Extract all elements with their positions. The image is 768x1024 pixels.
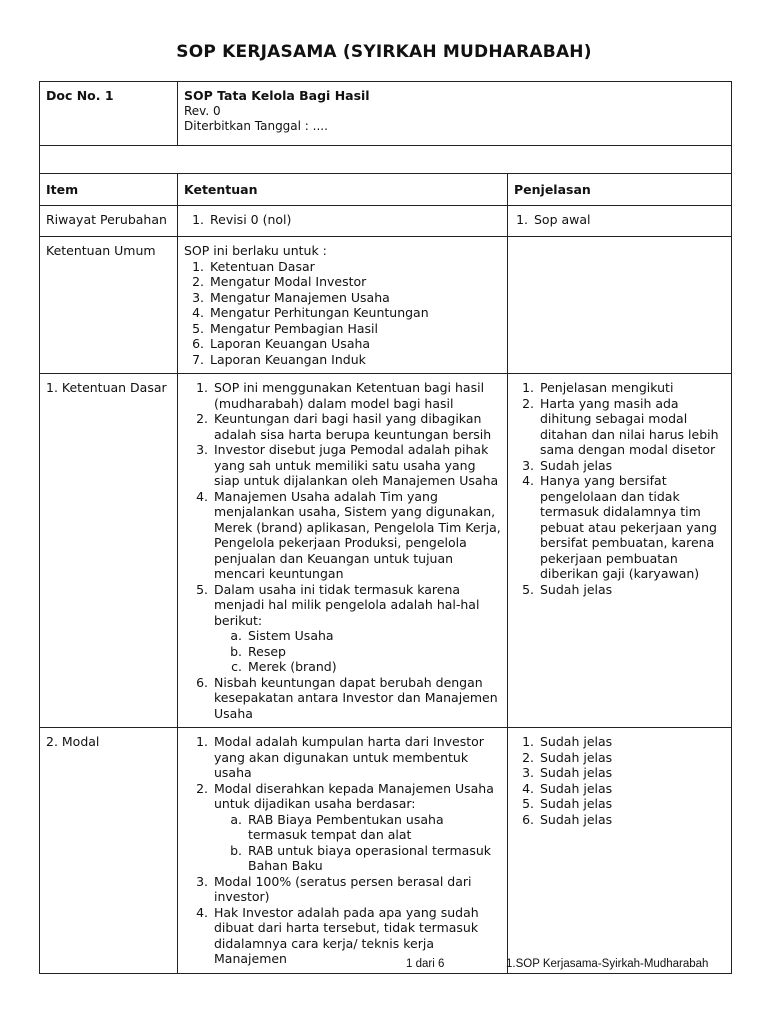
sop-table	[39, 81, 732, 974]
list-item: 2. Sudah jelas	[538, 750, 725, 766]
page-number: 1 dari 6	[406, 958, 445, 970]
list-item: 2. Mengatur Modal Investor	[208, 274, 501, 290]
list-item: 1. Modal adalah kumpulan harta dari Investor yang akan digunakan untuk membentuk usaha	[212, 734, 501, 781]
spacer-cell	[40, 146, 732, 174]
sublist-item: a. Sistem Usaha	[246, 628, 501, 644]
column-header-ketentuan: Ketentuan	[178, 174, 508, 206]
list-item: 3. Modal 100% (seratus persen berasal dari investor)	[212, 874, 501, 905]
sublist-item: a. RAB Biaya Pembentukan usaha termasuk tempat dan alat	[246, 812, 501, 843]
riwayat-penjelasan-cell	[508, 206, 732, 237]
list-item: 3. Investor disebut juga Pemodal adalah pihak yang sah untuk memiliki satu usaha yang siap untuk dijalankan oleh Manajemen Usaha	[212, 442, 501, 489]
list-item: 1. Sop awal	[532, 212, 725, 228]
list-item-text: Dalam usaha ini tidak termasuk karena menjadi hal milik pengelola adalah hal-hal berikut:	[214, 581, 480, 628]
row-label-riwayat: Riwayat Perubahan	[40, 206, 178, 237]
list-item: 6. Laporan Keuangan Usaha	[208, 336, 501, 352]
sublist-item: c. Merek (brand)	[246, 659, 501, 675]
list-item: 4. Hanya yang bersifat pengelolaan dan tidak termasuk didalamnya tim pebuat atau pekerjaan yang bersifat pembuatan, karena pekerjaan pembuatan diberikan gaji (karyawan)	[538, 473, 725, 582]
dasar-ketentuan-cell	[178, 374, 508, 728]
table-row-ketentuan-dasar	[40, 374, 732, 728]
list-item: 7. Laporan Keuangan Induk	[208, 352, 501, 368]
list-item: 1. Penjelasan mengikuti	[538, 380, 725, 396]
list-item: 4. Sudah jelas	[538, 781, 725, 797]
list-item: 4. Manajemen Usaha adalah Tim yang menjalankan usaha, Sistem yang digunakan, Merek (brand) aplikasan, Pengelola Tim Kerja, Pengelola pekerjaan Produksi, pengelola penjualan dan Keuangan untuk tujuan mencari keuntungan	[212, 489, 501, 582]
column-header-penjelasan: Penjelasan	[508, 174, 732, 206]
umum-intro: SOP ini berlaku untuk :	[184, 243, 327, 258]
list-item: 5. Sudah jelas	[538, 582, 725, 598]
list-item	[212, 582, 501, 675]
list-item: 2. Keuntungan dari bagi hasil yang dibagikan adalah sisa harta berupa keuntungan bersih	[212, 411, 501, 442]
doc-number: Doc No. 1	[46, 88, 114, 103]
doc-revision: Rev. 0	[184, 103, 221, 118]
list-item: 3. Sudah jelas	[538, 458, 725, 474]
list-item: 6. Nisbah keuntungan dapat berubah dengan kesepakatan antara Investor dan Manajemen Usaha	[212, 675, 501, 722]
dasar-sublist	[214, 628, 501, 675]
doc-title: SOP Tata Kelola Bagi Hasil	[184, 88, 370, 103]
list-item: 6. Sudah jelas	[538, 812, 725, 828]
sublist-item: b. RAB untuk biaya operasional termasuk Bahan Baku	[246, 843, 501, 874]
list-item: 5. Mengatur Pembagian Hasil	[208, 321, 501, 337]
table-row-modal	[40, 728, 732, 974]
list-item: 1. Sudah jelas	[538, 734, 725, 750]
document-title: SOP KERJASAMA (SYIRKAH MUDHARABAH)	[176, 42, 592, 62]
modal-penjelasan-list	[514, 734, 725, 827]
doc-info-cell	[178, 82, 732, 146]
list-item	[212, 781, 501, 874]
riwayat-ketentuan-list	[184, 212, 501, 228]
list-item-text: Modal diserahkan kepada Manajemen Usaha untuk dijadikan usaha berdasar:	[214, 780, 494, 811]
list-item: 1. Ketentuan Dasar	[208, 259, 501, 275]
list-item: 2. Harta yang masih ada dihitung sebagai modal ditahan dan nilai harus lebih sama dengan modal disetor	[538, 396, 725, 458]
list-item: 3. Sudah jelas	[538, 765, 725, 781]
table-row-riwayat	[40, 206, 732, 237]
dasar-ketentuan-list	[184, 380, 501, 721]
umum-ketentuan-cell	[178, 237, 508, 374]
row-label-modal: 2. Modal	[40, 728, 178, 974]
riwayat-penjelasan-list	[514, 212, 725, 228]
list-item: 1. SOP ini menggunakan Ketentuan bagi hasil (mudharabah) dalam model bagi hasil	[212, 380, 501, 411]
doc-issued-date: Diterbitkan Tanggal : ....	[184, 119, 328, 133]
riwayat-ketentuan-cell	[178, 206, 508, 237]
list-item: 4. Mengatur Perhitungan Keuntungan	[208, 305, 501, 321]
modal-penjelasan-cell	[508, 728, 732, 974]
list-item: 3. Mengatur Manajemen Usaha	[208, 290, 501, 306]
modal-ketentuan-list	[184, 734, 501, 967]
doc-number-cell	[40, 82, 178, 146]
modal-ketentuan-cell	[178, 728, 508, 974]
list-item: 5. Sudah jelas	[538, 796, 725, 812]
table-row-ketentuan-umum	[40, 237, 732, 374]
row-label-ketentuan-umum: Ketentuan Umum	[40, 237, 178, 374]
modal-sublist	[214, 812, 501, 874]
doc-header-row	[40, 82, 732, 146]
list-item: 1. Revisi 0 (nol)	[208, 212, 501, 228]
spacer-row	[40, 146, 732, 174]
umum-ketentuan-list	[184, 259, 501, 368]
column-header-item: Item	[40, 174, 178, 206]
column-header-row	[40, 174, 732, 206]
row-label-ketentuan-dasar: 1. Ketentuan Dasar	[40, 374, 178, 728]
dasar-penjelasan-cell	[508, 374, 732, 728]
umum-penjelasan-cell	[508, 237, 732, 374]
list-item: 4. Hak Investor adalah pada apa yang sudah dibuat dari harta tersebut, tidak termasuk didalamnya cara kerja/ teknis kerja Manajemen	[212, 905, 501, 967]
file-name: 1.SOP Kerjasama-Syirkah-Mudharabah	[506, 958, 709, 970]
dasar-penjelasan-list	[514, 380, 725, 597]
sublist-item: b. Resep	[246, 644, 501, 660]
